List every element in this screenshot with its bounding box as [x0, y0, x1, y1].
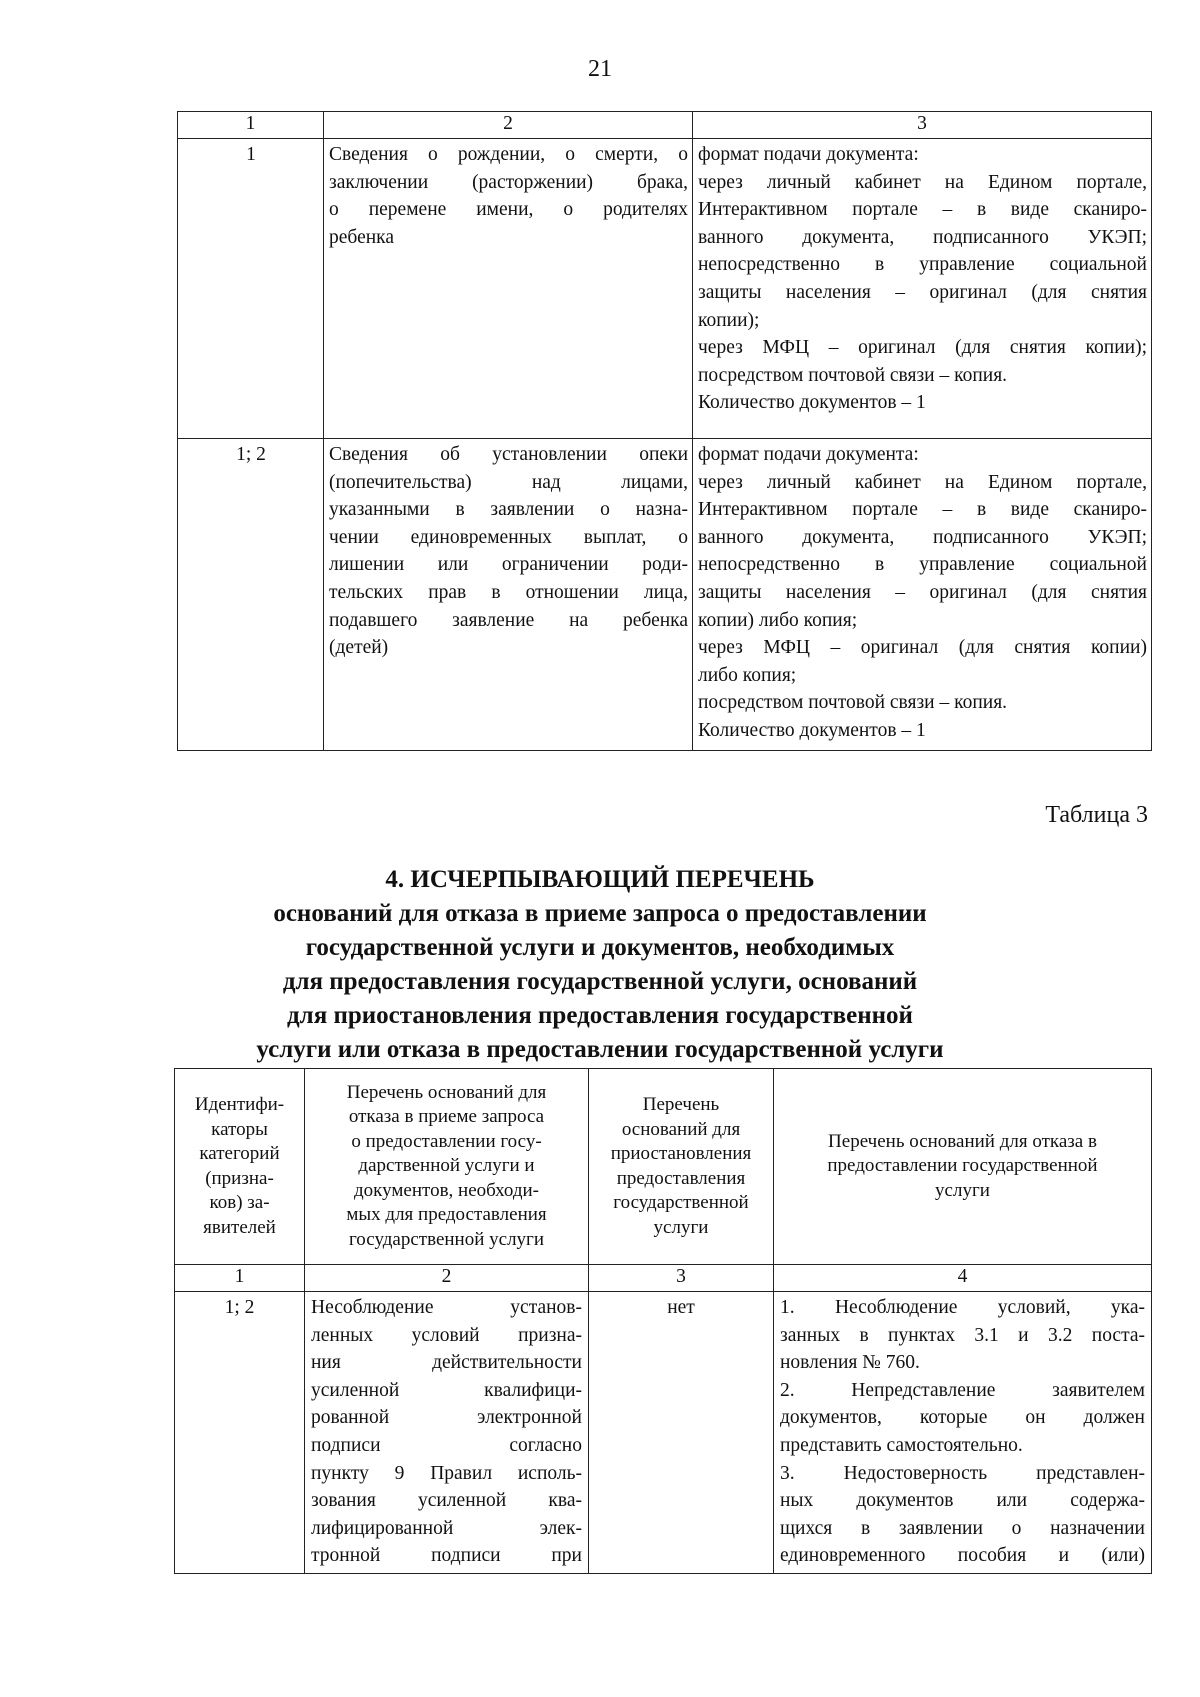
document-details: формат подачи документа: через личный кабинет на Едином портале, Интерактивном портале – в виде сканиро- ванного документа, подписанного УКЭП; непосредственно в управление социальной защиты населения – оригинал (для снятия копии) либо копия; через МФЦ – оригинал (для снятия копии) либо копия; посредством почтовой связи – копия. Количество документов – 1: [693, 439, 1152, 751]
table-header: [175, 1069, 1152, 1265]
table-caption: Таблица 3: [1045, 802, 1148, 828]
section-subtitle-line: услуги или отказа в предоставлении государственной услуги: [256, 1036, 944, 1063]
header-applicant-categories: Идентифи- каторы категорий (призна- ков) за- явителей: [175, 1069, 305, 1265]
table-header-numbers: [175, 1265, 1152, 1292]
header-suspension-grounds: Перечень оснований для приостановления предоставления государственной услуги: [589, 1069, 774, 1265]
table-header-numbers: [178, 112, 1152, 139]
column-number: 1: [178, 112, 324, 139]
row-id: 1; 2: [175, 1292, 305, 1574]
document-name: Сведения об установлении опеки (попечительства) над лицами, указанными в заявлении о назна- чении единовременных выплат, о лишении или ограничении роди- тельских прав в отношении лица, подавшего заявление на ребенка (детей): [324, 439, 693, 751]
suspension-grounds: нет: [589, 1292, 774, 1574]
refusal-acceptance-grounds: Несоблюдение установ- ленных условий призна- ния действительности усиленной квалифици- рованной электронной подписи согласно пункту 9 Правил исполь- зования усиленной ква- лифицированной элек- тронной подписи при: [305, 1292, 589, 1574]
refusal-grounds-table: [174, 1068, 1152, 1574]
document-details: формат подачи документа: через личный кабинет на Едином портале, Интерактивном портале – в виде сканиро- ванного документа, подписанного УКЭП; непосредственно в управление социальной защиты населения – оригинал (для снятия копии); через МФЦ – оригинал (для снятия копии); посредством почтовой связи – копия. Количество документов – 1: [693, 139, 1152, 439]
section-subtitle-line: государственной услуги и документов, необходимых: [305, 934, 895, 961]
refusal-service-grounds: 1. Несоблюдение условий, ука- занных в пунктах 3.1 и 3.2 поста- новления № 760. 2. Непредставление заявителем документов, которые он должен представить самостоятельно. 3. Недостоверность представлен- ных документов или содержа- щихся в заявлении о назначении единовременного пособия и (или): [774, 1292, 1152, 1574]
table-row: [178, 139, 1152, 439]
column-number: 2: [324, 112, 693, 139]
documents-table: [177, 111, 1152, 751]
column-number: 2: [305, 1265, 589, 1292]
column-number: 1: [175, 1265, 305, 1292]
section-subtitle-line: для предоставления государственной услуги, оснований: [282, 968, 918, 995]
column-number: 3: [693, 112, 1152, 139]
page-number: 21: [588, 56, 612, 82]
row-id: 1; 2: [178, 439, 324, 751]
section-subtitle-line: оснований для отказа в приеме запроса о предоставлении: [273, 900, 927, 927]
section-title: 4. ИСЧЕРПЫВАЮЩИЙ ПЕРЕЧЕНЬ: [385, 866, 815, 893]
column-number: 3: [589, 1265, 774, 1292]
document-name: Сведения о рождении, о смерти, о заключении (расторжении) брака, о перемене имени, о родителях ребенка: [324, 139, 693, 439]
table-row: [175, 1292, 1152, 1574]
header-refusal-service: Перечень оснований для отказа в предоставлении государственной услуги: [774, 1069, 1152, 1265]
row-id: 1: [178, 139, 324, 439]
header-refusal-acceptance: Перечень оснований для отказа в приеме запроса о предоставлении госу- дарственной услуги и документов, необходи- мых для предоставления государственной услуги: [305, 1069, 589, 1265]
column-number: 4: [774, 1265, 1152, 1292]
section-subtitle-line: для приостановления предоставления государственной: [287, 1002, 913, 1029]
table-row: [178, 439, 1152, 751]
section-heading: [0, 863, 1200, 1067]
